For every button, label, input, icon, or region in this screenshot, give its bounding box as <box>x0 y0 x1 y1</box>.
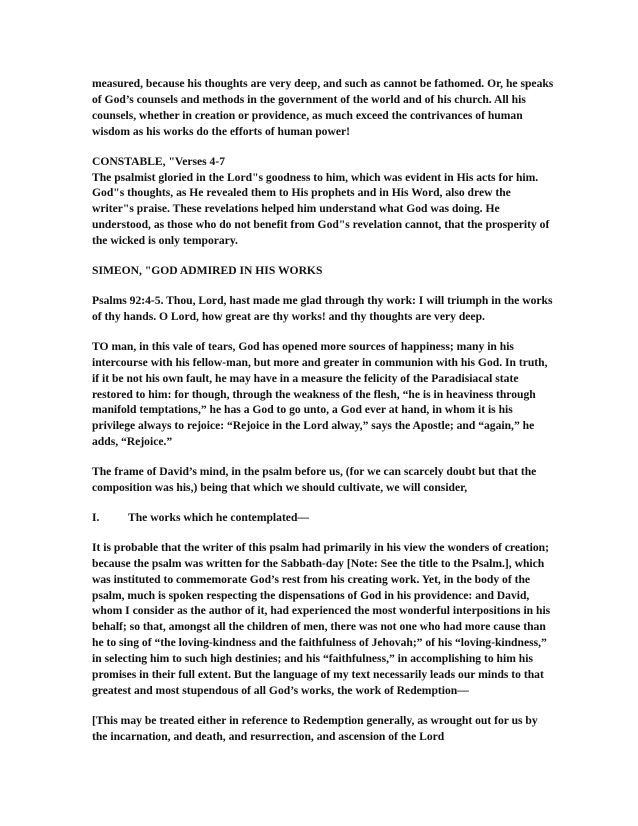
constable-text: The psalmist gloried in the Lord"s goodness to him, which was evident in His acts for him. God"s thoughts, as He revealed them to His prophets and in His Word, also drew the writer"s praise. These revelations helped him understand what God was doing. He understood, as those who do not benefit from God"s revelation cannot, that the prosperity of the wicked is only temporary. <box>92 170 550 248</box>
paragraph-probable: It is probable that the writer of this psalm had primarily in his view the wonders of creation; because the psalm was written for the Sabbath-day [Note: See the title to the Psalm.], which was instituted to commemorate God’s rest from his creating work. Yet, in the body of the psalm, much is spoken respecting the dispensations of God in his providence: and David, whom I consider as the author of it, had experienced the most wonderful interpositions in his behalf; so that, amongst all the children of men, there was not one who had more cause than he to sing of “the loving-kindness and the faithfulness of Jehovah;” of his “loving-kindness,” in selecting him to such high destinies; and his “faithfulness,” in accomplishing to him his promises in their full extent. But the language of my text necessarily leads our minds to that greatest and most stupendous of all God’s works, the work of Redemption— <box>92 540 551 697</box>
list-number: I. <box>92 510 100 524</box>
section-constable <box>92 154 554 249</box>
scripture-text: Psalms 92:4-5. Thou, Lord, hast made me glad through thy work: I will triumph in the works of thy hands. O Lord, how great are thy works! and thy thoughts are very deep. <box>92 293 553 323</box>
list-item-works <box>92 510 554 526</box>
paragraph-bracket: [This may be treated either in reference to Redemption generally, as wrought out for us by the incarnation, and death, and resurrection, and ascension of the Lord <box>92 713 538 743</box>
paragraph-to-man: TO man, in this vale of tears, God has opened more sources of happiness; many in his intercourse with his fellow-man, but more and greater in communion with his God. In truth, if it be not his own fault, he may have in a measure the felicity of the Paradisiacal state restored to him: for though, through the weakness of the flesh, “he is in heaviness through manifold temptations,” he has a God to go unto, a God ever at hand, in whom it is his privilege always to rejoice: “Rejoice in the Lord alway,” says the Apostle; and “again,” he adds, “Rejoice.” <box>92 339 548 449</box>
simeon-heading: SIMEON, "GOD ADMIRED IN HIS WORKS <box>92 264 323 278</box>
document-page <box>92 76 554 745</box>
paragraph-measured: measured, because his thoughts are very deep, and such as cannot be fathomed. Or, he speaks of God’s counsels and methods in the government of the world and of his church. All his counsels, whether in creation or providence, as much exceed the contrivances of human wisdom as his works do the efforts of human power! <box>92 77 554 138</box>
list-text: The works which he contemplated— <box>128 510 309 524</box>
constable-block <box>92 154 554 249</box>
paragraph-frame: The frame of David’s mind, in the psalm before us, (for we can scarcely doubt but that the composition was his,) being that which we should cultivate, we will consider, <box>92 465 537 495</box>
constable-heading: CONSTABLE, "Verses 4-7 <box>92 154 226 168</box>
